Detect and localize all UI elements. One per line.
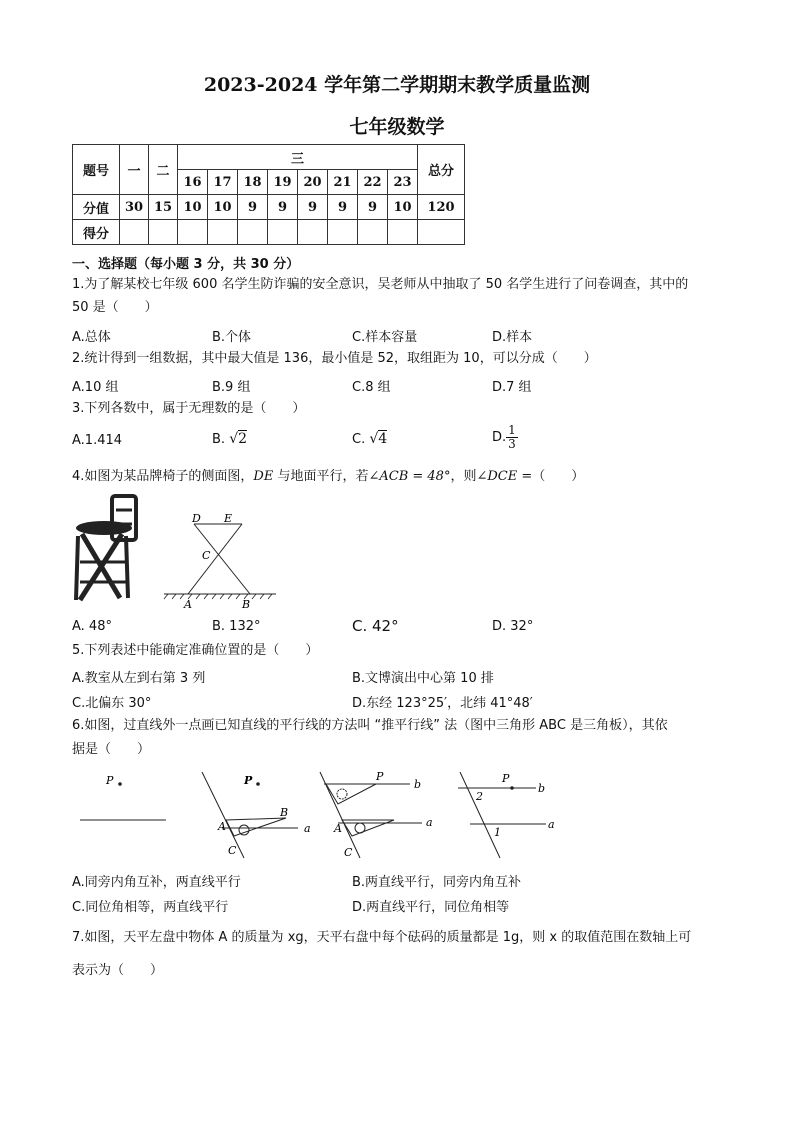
- score-blank[interactable]: [418, 220, 465, 245]
- fig3-label-c: C: [344, 846, 353, 859]
- option-letter: C.: [352, 432, 366, 447]
- q3-option-c[interactable]: [352, 431, 387, 447]
- q4-stem-part: （ ）: [532, 469, 585, 484]
- table-qnum: 23: [388, 170, 418, 195]
- table-header-part2: 二: [149, 145, 178, 195]
- sqrt-symbol: √: [369, 431, 379, 447]
- table-cell: 9: [268, 195, 298, 220]
- q5-stem: 5.下列表述中能确定准确位置的是（ ）: [72, 643, 319, 658]
- score-blank[interactable]: [388, 220, 418, 245]
- option-letter: D.: [492, 430, 507, 445]
- score-blank[interactable]: [208, 220, 238, 245]
- fig1-label-p: P: [106, 774, 114, 787]
- q6-option-c[interactable]: C.同位角相等，两直线平行: [72, 900, 229, 915]
- fig4-label-a-line: a: [548, 818, 555, 831]
- q4-stem: [72, 469, 584, 485]
- fig3-label-b: b: [414, 778, 422, 791]
- table-header-total: 总分: [418, 145, 465, 195]
- table-cell: 9: [298, 195, 328, 220]
- table-header-part1: 一: [120, 145, 149, 195]
- table-qnum: 17: [208, 170, 238, 195]
- table-cell: 10: [388, 195, 418, 220]
- sqrt-radicand: 2: [238, 431, 248, 447]
- score-table: [72, 144, 465, 245]
- q4-option-a[interactable]: A. 48°: [72, 619, 112, 634]
- fig2-label-b: B: [280, 806, 289, 819]
- fig2-label-p: P: [244, 774, 253, 787]
- score-blank[interactable]: [238, 220, 268, 245]
- q2-option-a[interactable]: A.10 组: [72, 380, 119, 395]
- table-cell: 10: [208, 195, 238, 220]
- table-qnum: 18: [238, 170, 268, 195]
- fig2-label-a-line: a: [304, 822, 311, 835]
- table-qnum: 19: [268, 170, 298, 195]
- q3-option-a[interactable]: A.1.414: [72, 433, 123, 448]
- exam-subtitle: 七年级数学: [349, 116, 445, 138]
- fraction-denominator: 3: [508, 437, 516, 451]
- q4-angle-acb: ∠ACB = 48°: [368, 469, 451, 484]
- q4-option-b[interactable]: B. 132°: [212, 619, 261, 634]
- q6-stem-line1: 6.如图，过直线外一点画已知直线的平行线的方法叫 “推平行线” 法（图中三角形 ABC 是三角板），其依: [72, 718, 668, 733]
- q3-stem: 3.下列各数中，属于无理数的是（ ）: [72, 401, 306, 416]
- q7-stem-line1: 7.如图，天平左盘中物体 A 的质量为 xg，天平右盘中每个砝码的质量都是 1g，则 x 的取值范围在数轴上可: [72, 930, 692, 945]
- fig3-label-a: A: [334, 822, 342, 835]
- section-heading: 一、选择题（每小题 3 分，共 30 分）: [72, 257, 300, 272]
- q6-option-a[interactable]: A.同旁内角互补，两直线平行: [72, 875, 241, 890]
- q1-option-d[interactable]: D.样本: [492, 330, 533, 345]
- table-qnum: 22: [358, 170, 388, 195]
- q6-stem-line2: 据是（ ）: [72, 742, 151, 757]
- table-cell: 15: [149, 195, 178, 220]
- score-blank[interactable]: [328, 220, 358, 245]
- fig2-label-c: C: [228, 844, 237, 857]
- table-row-label: 分值: [73, 195, 120, 220]
- q1-option-c[interactable]: C.样本容量: [352, 330, 418, 345]
- table-qnum: 21: [328, 170, 358, 195]
- table-cell: 9: [238, 195, 268, 220]
- sqrt-symbol: √: [229, 431, 239, 447]
- table-cell: 9: [358, 195, 388, 220]
- chair-image: [72, 494, 142, 606]
- q4-segment-de: DE: [253, 469, 274, 484]
- q4-diagram: [164, 512, 284, 612]
- fig3-label-a-line: a: [426, 816, 433, 829]
- q5-option-a[interactable]: A.教室从左到右第 3 列: [72, 671, 206, 686]
- table-qnum: 16: [178, 170, 208, 195]
- q2-option-d[interactable]: D.7 组: [492, 380, 532, 395]
- q2-stem: 2.统计得到一组数据，其中最大值是 136，最小值是 52，取组距为 10，可以分成（ ）: [72, 351, 597, 366]
- q4-option-c[interactable]: C. 42°: [352, 617, 399, 635]
- table-cell: 9: [328, 195, 358, 220]
- score-blank[interactable]: [178, 220, 208, 245]
- fig3-label-p: P: [376, 770, 384, 783]
- q4-stem-part: 4.如图为某品牌椅子的侧面图，: [72, 469, 254, 484]
- q4-stem-part: ，则: [450, 469, 477, 484]
- q6-diagrams: [76, 768, 566, 863]
- score-blank[interactable]: [358, 220, 388, 245]
- score-blank[interactable]: [120, 220, 149, 245]
- label-b: B: [242, 598, 251, 611]
- label-e: E: [224, 512, 233, 525]
- fig4-label-1: 1: [494, 826, 501, 839]
- q6-option-d[interactable]: D.两直线平行，同位角相等: [352, 900, 510, 915]
- label-c: C: [202, 549, 211, 562]
- q7-stem-line2: 表示为（ ）: [72, 963, 164, 978]
- fig2-label-a: A: [218, 820, 226, 833]
- table-header-part3: 三: [178, 145, 418, 170]
- exam-title: 2023-2024 学年第二学期期末教学质量监测: [203, 74, 591, 96]
- table-header-qnum: 题号: [73, 145, 120, 195]
- q1-option-b[interactable]: B.个体: [212, 330, 252, 345]
- score-blank[interactable]: [149, 220, 178, 245]
- fig4-label-2: 2: [476, 790, 483, 803]
- q4-option-d[interactable]: D. 32°: [492, 619, 534, 634]
- q5-option-d[interactable]: D.东经 123°25′，北纬 41°48′: [352, 696, 533, 711]
- table-row-label: 得分: [73, 220, 120, 245]
- q1-stem-line2: 50 是（ ）: [72, 300, 158, 315]
- table-cell: 120: [418, 195, 465, 220]
- fraction-numerator: 1: [508, 423, 516, 437]
- label-d: D: [192, 512, 201, 525]
- q6-option-b[interactable]: B.两直线平行，同旁内角互补: [352, 875, 522, 890]
- q3-option-b[interactable]: [212, 431, 247, 447]
- q4-angle-dce: ∠DCE =: [476, 469, 533, 484]
- q2-option-c[interactable]: C.8 组: [352, 380, 391, 395]
- fig4-label-b: b: [538, 782, 546, 795]
- label-a: A: [184, 598, 192, 611]
- score-blank[interactable]: [298, 220, 328, 245]
- q5-option-b[interactable]: B.文博演出中心第 10 排: [352, 671, 494, 686]
- table-cell: 30: [120, 195, 149, 220]
- fraction: [506, 424, 518, 451]
- q1-option-a[interactable]: A.总体: [72, 330, 111, 345]
- sqrt-radicand: 4: [378, 431, 388, 447]
- q1-stem-line1: 1.为了解某校七年级 600 名学生防诈骗的安全意识，吴老师从中抽取了 50 名学生进行了问卷调查，其中的: [72, 277, 689, 292]
- q4-stem-part: 与地面平行，若: [273, 469, 369, 484]
- score-blank[interactable]: [268, 220, 298, 245]
- q3-option-d[interactable]: [492, 424, 518, 451]
- table-qnum: 20: [298, 170, 328, 195]
- table-cell: 10: [178, 195, 208, 220]
- q5-option-c[interactable]: C.北偏东 30°: [72, 696, 152, 711]
- q2-option-b[interactable]: B.9 组: [212, 380, 251, 395]
- fig4-label-p: P: [502, 772, 510, 785]
- option-letter: B.: [212, 432, 226, 447]
